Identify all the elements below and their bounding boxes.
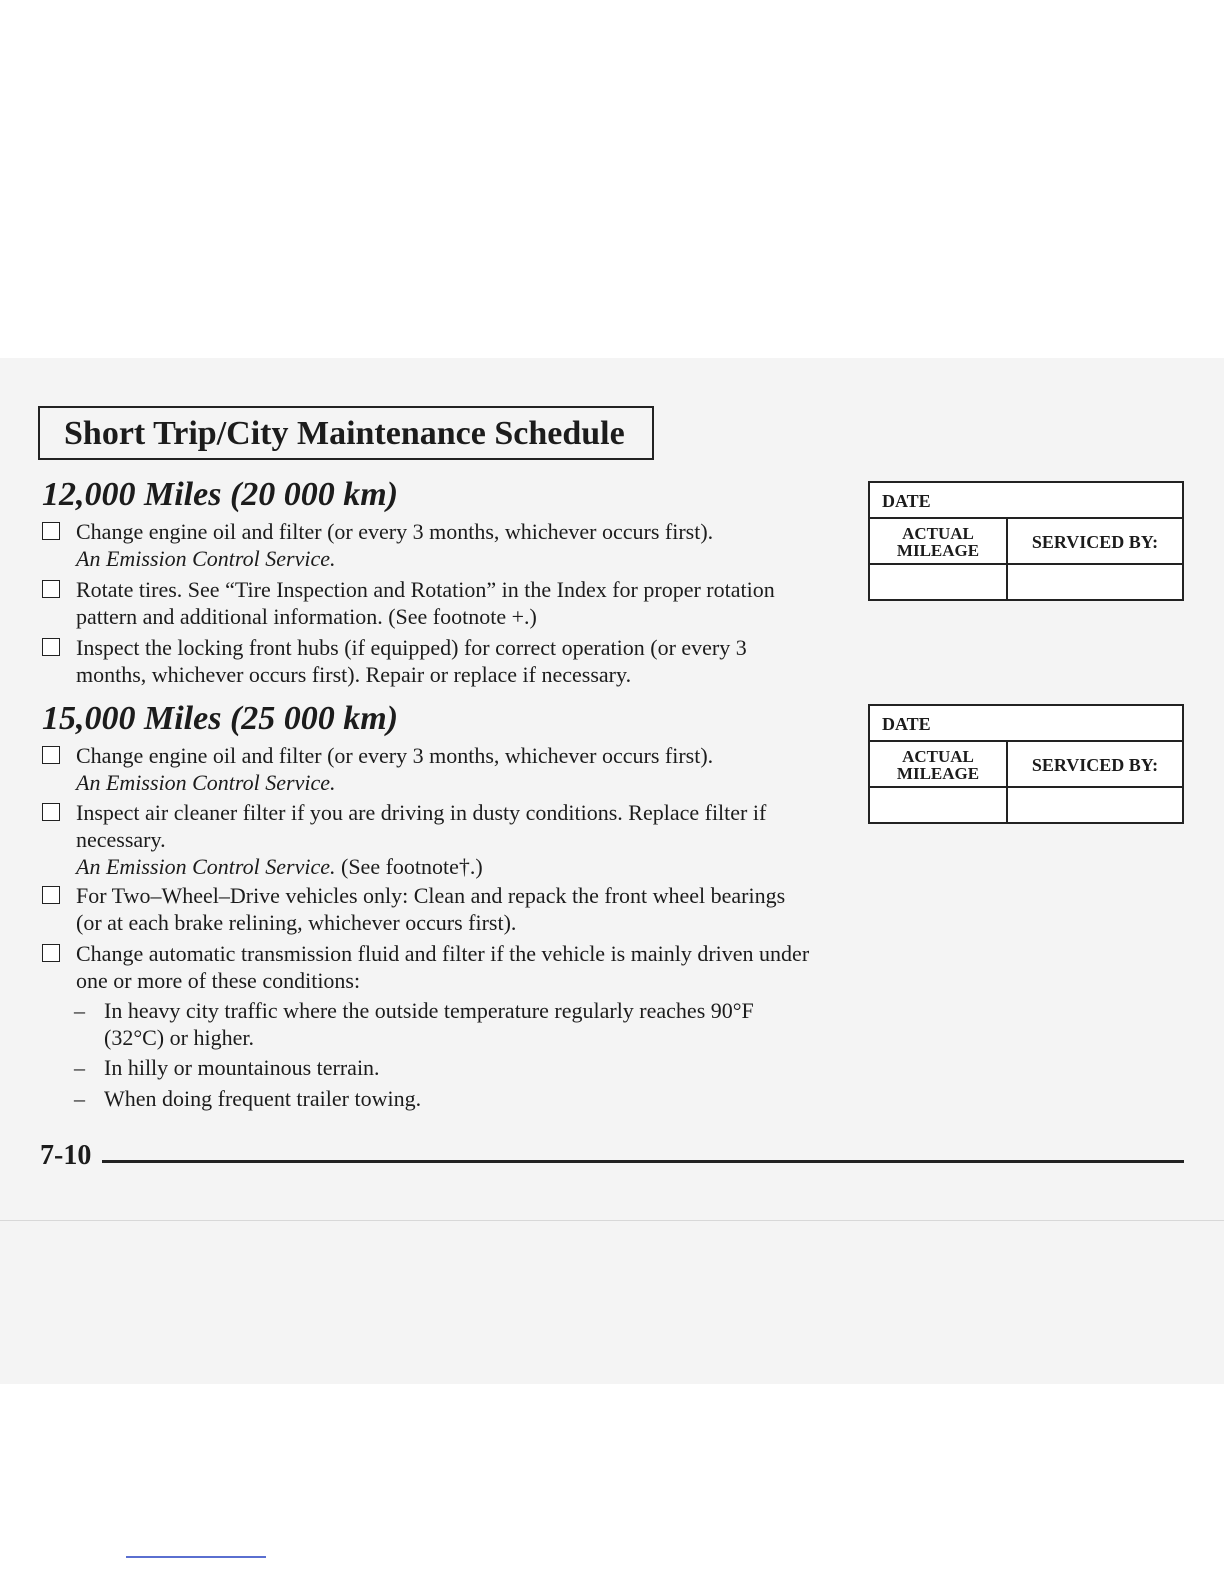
checklist-item: Change engine oil and filter (or every 3 months, whichever occurs first). An Emission Control Service. (42, 742, 842, 796)
checkbox[interactable] (42, 522, 60, 540)
emission-note: An Emission Control Service. (76, 546, 336, 571)
serviced-by-label: SERVICED BY: (1008, 742, 1182, 788)
checklist-item: For Two–Wheel–Drive vehicles only: Clean and repack the front wheel bearings (or at each brake relining, whichever occurs first). (42, 882, 842, 936)
page-title: Short Trip/City Maintenance Schedule (38, 406, 654, 460)
mileage-label: ACTUAL MILEAGE (870, 742, 1008, 788)
page-number: 7-10 (40, 1140, 92, 1171)
serviced-by-entry-field[interactable] (1008, 565, 1182, 599)
checkbox[interactable] (42, 580, 60, 598)
checkbox[interactable] (42, 944, 60, 962)
service-record-box (868, 704, 1184, 824)
checkbox[interactable] (42, 886, 60, 904)
footer-rule (102, 1160, 1184, 1163)
mileage-entry-field[interactable] (870, 565, 1008, 599)
emission-note: An Emission Control Service. (76, 770, 336, 795)
checkbox[interactable] (42, 803, 60, 821)
checkbox[interactable] (42, 746, 60, 764)
blue-underline (126, 1556, 266, 1558)
service-record-box (868, 481, 1184, 601)
checkbox[interactable] (42, 638, 60, 656)
date-field[interactable]: DATE (870, 483, 1182, 519)
checklist-item: Change automatic transmission fluid and filter if the vehicle is mainly driven under one or more of these conditions: (42, 940, 842, 994)
mileage-entry-field[interactable] (870, 788, 1008, 822)
checklist-item: Change engine oil and filter (or every 3 months, whichever occurs first). An Emission Control Service. (42, 518, 842, 572)
condition-item: – When doing frequent trailer towing. (74, 1086, 422, 1111)
section-heading-15000: 15,000 Miles (25 000 km) (42, 700, 399, 737)
checklist-item: Inspect air cleaner filter if you are driving in dusty conditions. Replace filter if necessary. An Emission Control Service. (See footnote†.) (42, 799, 842, 880)
faint-divider (0, 1220, 1224, 1221)
checklist-item: Inspect the locking front hubs (if equipped) for correct operation (or every 3 months, whichever occurs first). Repair or replace if necessary. (42, 634, 842, 688)
mileage-label: ACTUAL MILEAGE (870, 519, 1008, 565)
date-field[interactable]: DATE (870, 706, 1182, 742)
serviced-by-entry-field[interactable] (1008, 788, 1182, 822)
serviced-by-label: SERVICED BY: (1008, 519, 1182, 565)
condition-item: – In heavy city traffic where the outside temperature regularly reaches 90°F (32°C) or higher. (74, 998, 754, 1050)
checklist-item: Rotate tires. See “Tire Inspection and Rotation” in the Index for proper rotation pattern and additional information. (See footnote +.) (42, 576, 842, 630)
condition-item: – In hilly or mountainous terrain. (74, 1055, 380, 1080)
emission-note: An Emission Control Service. (See footnote†.) (76, 854, 483, 879)
section-heading-12000: 12,000 Miles (20 000 km) (42, 476, 399, 513)
